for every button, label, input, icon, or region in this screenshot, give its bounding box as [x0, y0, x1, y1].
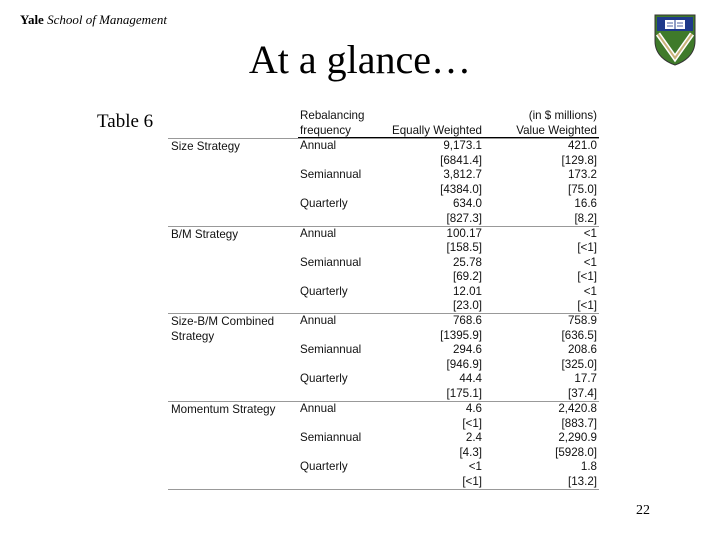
table-label: Table 6: [97, 111, 154, 132]
header-value-weighted: Value Weighted: [516, 124, 597, 137]
vw-value-cell: 2,420.8: [558, 402, 597, 416]
vw-bracket-cell: [883.7]: [561, 416, 597, 430]
frequency-cell: Quarterly: [300, 460, 348, 474]
strategy-label: Momentum Strategy: [171, 403, 276, 417]
vw-bracket-cell: [636.5]: [561, 328, 597, 342]
vw-bracket-cell: [<1]: [577, 299, 597, 313]
strategy-group: [168, 313, 599, 401]
vw-value-cell: 208.6: [567, 343, 597, 357]
brand-header: [20, 12, 167, 28]
vw-value-cell: 758.9: [567, 314, 597, 328]
frequency-cell: Quarterly: [300, 197, 348, 210]
header-units: (in $ millions): [528, 109, 597, 122]
table-row: [168, 343, 599, 372]
vw-value-cell: <1: [583, 284, 597, 298]
rebalancing-table: [168, 108, 599, 490]
table-row: [168, 139, 599, 168]
brand-yale: Yale: [20, 12, 44, 27]
vw-value-cell: 173.2: [567, 168, 597, 181]
strategy-groups: [168, 138, 599, 490]
strategy-label: B/M Strategy: [171, 227, 239, 241]
frequency-cell: Semiannual: [300, 343, 362, 357]
frequency-cell: Annual: [300, 139, 337, 152]
table-row: [168, 197, 599, 226]
vw-value-cell: 2,290.9: [558, 431, 597, 445]
vw-bracket-cell: [<1]: [577, 241, 597, 255]
header-equally-weighted: Equally Weighted: [391, 124, 482, 137]
strategy-label: Size-B/M Combined Strategy: [171, 315, 275, 344]
slide-title: At a glance…: [248, 37, 472, 82]
vw-value-cell: 421.0: [567, 139, 597, 152]
ew-value-cell: 294.6: [452, 343, 482, 357]
page-number: 22: [636, 503, 650, 518]
brand-school: School of Management: [47, 12, 167, 27]
ew-bracket-cell: [946.9]: [446, 357, 482, 371]
vw-value-cell: 16.6: [574, 197, 597, 210]
ew-bracket-cell: [827.3]: [446, 211, 482, 225]
vw-value-cell: <1: [583, 255, 597, 269]
strategy-group: [168, 226, 599, 314]
ew-bracket-cell: [158.5]: [446, 241, 482, 255]
vw-bracket-cell: [325.0]: [561, 357, 597, 371]
table-row: [168, 227, 599, 256]
header-frequency: Rebalancing frequency: [300, 109, 365, 137]
frequency-cell: Annual: [300, 402, 337, 416]
table-row: [168, 402, 599, 431]
vw-bracket-cell: [37.4]: [567, 386, 597, 400]
ew-value-cell: 3,812.7: [443, 168, 482, 181]
frequency-cell: Quarterly: [300, 372, 348, 386]
vw-value-cell: <1: [583, 226, 597, 240]
ew-bracket-cell: [175.1]: [446, 386, 482, 400]
table-row: [168, 285, 599, 314]
ew-value-cell: <1: [468, 460, 482, 474]
frequency-cell: Quarterly: [300, 284, 348, 298]
ew-value-cell: 2.4: [465, 431, 482, 445]
strategy-group: [168, 401, 599, 490]
ew-value-cell: 100.17: [446, 226, 482, 240]
strategy-label: Size Strategy: [171, 140, 240, 153]
table-row: [168, 431, 599, 460]
table-row: [168, 256, 599, 285]
table-row: [168, 372, 599, 401]
ew-value-cell: 12.01: [452, 284, 482, 298]
ew-value-cell: 9,173.1: [443, 139, 482, 152]
vw-bracket-cell: [5928.0]: [555, 445, 597, 459]
vw-bracket-cell: [<1]: [577, 270, 597, 284]
ew-value-cell: 4.6: [465, 402, 482, 416]
ew-bracket-cell: [6841.4]: [440, 153, 482, 167]
vw-bracket-cell: [129.8]: [561, 153, 597, 167]
ew-bracket-cell: [4384.0]: [440, 182, 482, 196]
ew-bracket-cell: [4.3]: [459, 445, 482, 459]
frequency-cell: Annual: [300, 314, 337, 328]
strategy-group: [168, 138, 599, 226]
frequency-cell: Annual: [300, 226, 337, 240]
table-row: [168, 460, 599, 489]
table-row: [168, 314, 599, 343]
table-header: [168, 108, 599, 138]
frequency-cell: Semiannual: [300, 255, 362, 269]
vw-bracket-cell: [13.2]: [567, 474, 597, 488]
ew-value-cell: 768.6: [452, 314, 482, 328]
yale-shield-icon: [654, 14, 696, 66]
ew-value-cell: 25.78: [452, 255, 482, 269]
vw-value-cell: 1.8: [580, 460, 597, 474]
frequency-cell: Semiannual: [300, 168, 362, 181]
ew-bracket-cell: [1395.9]: [440, 328, 482, 342]
ew-bracket-cell: [<1]: [462, 416, 482, 430]
vw-value-cell: 17.7: [574, 372, 597, 386]
ew-bracket-cell: [<1]: [462, 474, 482, 488]
ew-value-cell: 634.0: [452, 197, 482, 210]
ew-bracket-cell: [23.0]: [452, 299, 482, 313]
vw-bracket-cell: [75.0]: [567, 182, 597, 196]
ew-value-cell: 44.4: [459, 372, 482, 386]
table-row: [168, 168, 599, 197]
ew-bracket-cell: [69.2]: [452, 270, 482, 284]
vw-bracket-cell: [8.2]: [574, 211, 597, 225]
frequency-cell: Semiannual: [300, 431, 362, 445]
